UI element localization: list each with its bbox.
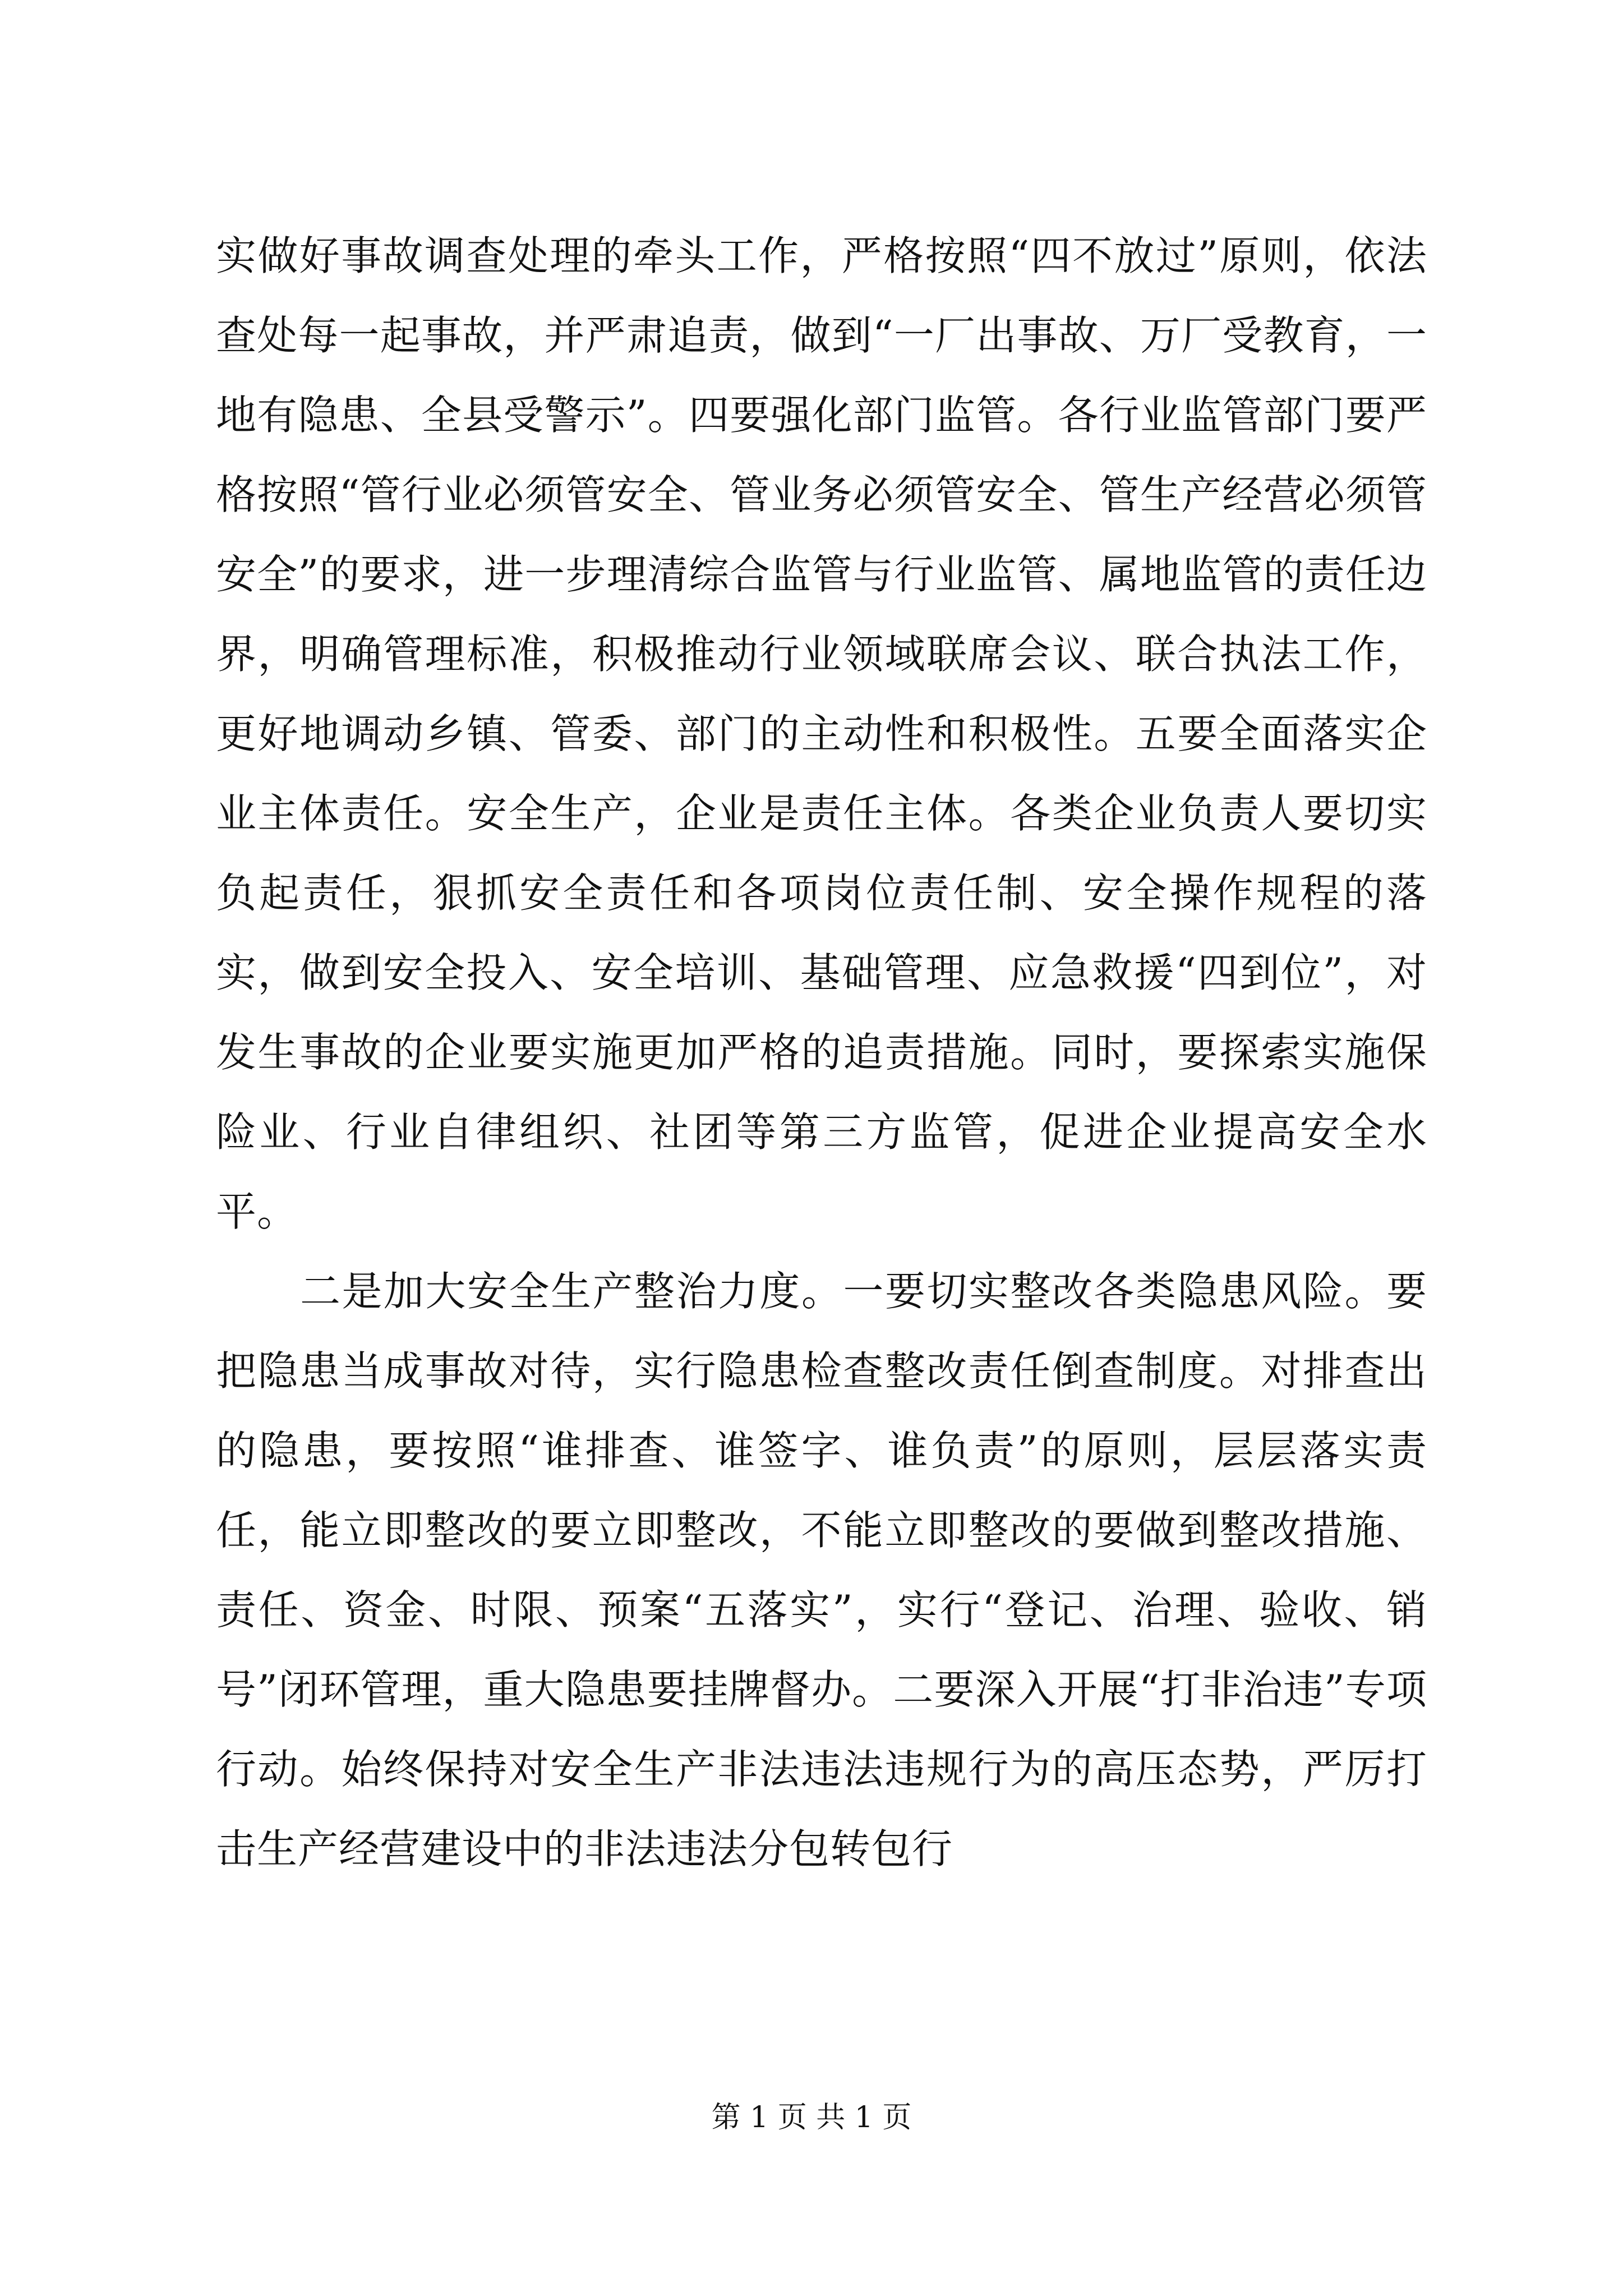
paragraph-2: 二是加大安全生产整治力度。一要切实整改各类隐患风险。要把隐患当成事故对待，实行隐患检查整改责任倒查制度。对排查出的隐患，要按照“谁排查、谁签字、谁负责”的原则，层层落实责任，能立即整改的要立即整改，不能立即整改的要做到整改措施、责任、资金、时限、预案“五落实”，实行“登记、治理、验收、销号”闭环管理，重大隐患要挂牌督办。二要深入开展“打非治违”专项行动。始终保持对安全生产非法违法违规行为的高压态势，严厉打击生产经营建设中的非法违法分包转包行 — [216, 1268, 1427, 1872]
page-footer: 第 1 页 共 1 页 — [711, 2101, 912, 2134]
document-body — [216, 216, 1427, 1889]
paragraph-1: 实做好事故调查处理的牵头工作，严格按照“四不放过”原则，依法查处每一起事故，并严肃追责，做到“一厂出事故、万厂受教育，一地有隐患、全县受警示”。四要强化部门监管。各行业监管部门要严格按照“管行业必须管安全、管业务必须管安全、管生产经营必须管安全”的要求，进一步理清综合监管与行业监管、属地监管的责任边界，明确管理标准，积极推动行业领域联席会议、联合执法工作，更好地调动乡镇、管委、部门的主动性和积极性。五要全面落实企业主体责任。安全生产，企业是责任主体。各类企业负责人要切实负起责任，狠抓安全责任和各项岗位责任制、安全操作规程的落实，做到安全投入、安全培训、基础管理、应急救援“四到位”，对发生事故的企业要实施更加严格的追责措施。同时，要探索实施保险业、行业自律组织、社团等第三方监管，促进企业提高安全水平。 — [216, 232, 1427, 1235]
